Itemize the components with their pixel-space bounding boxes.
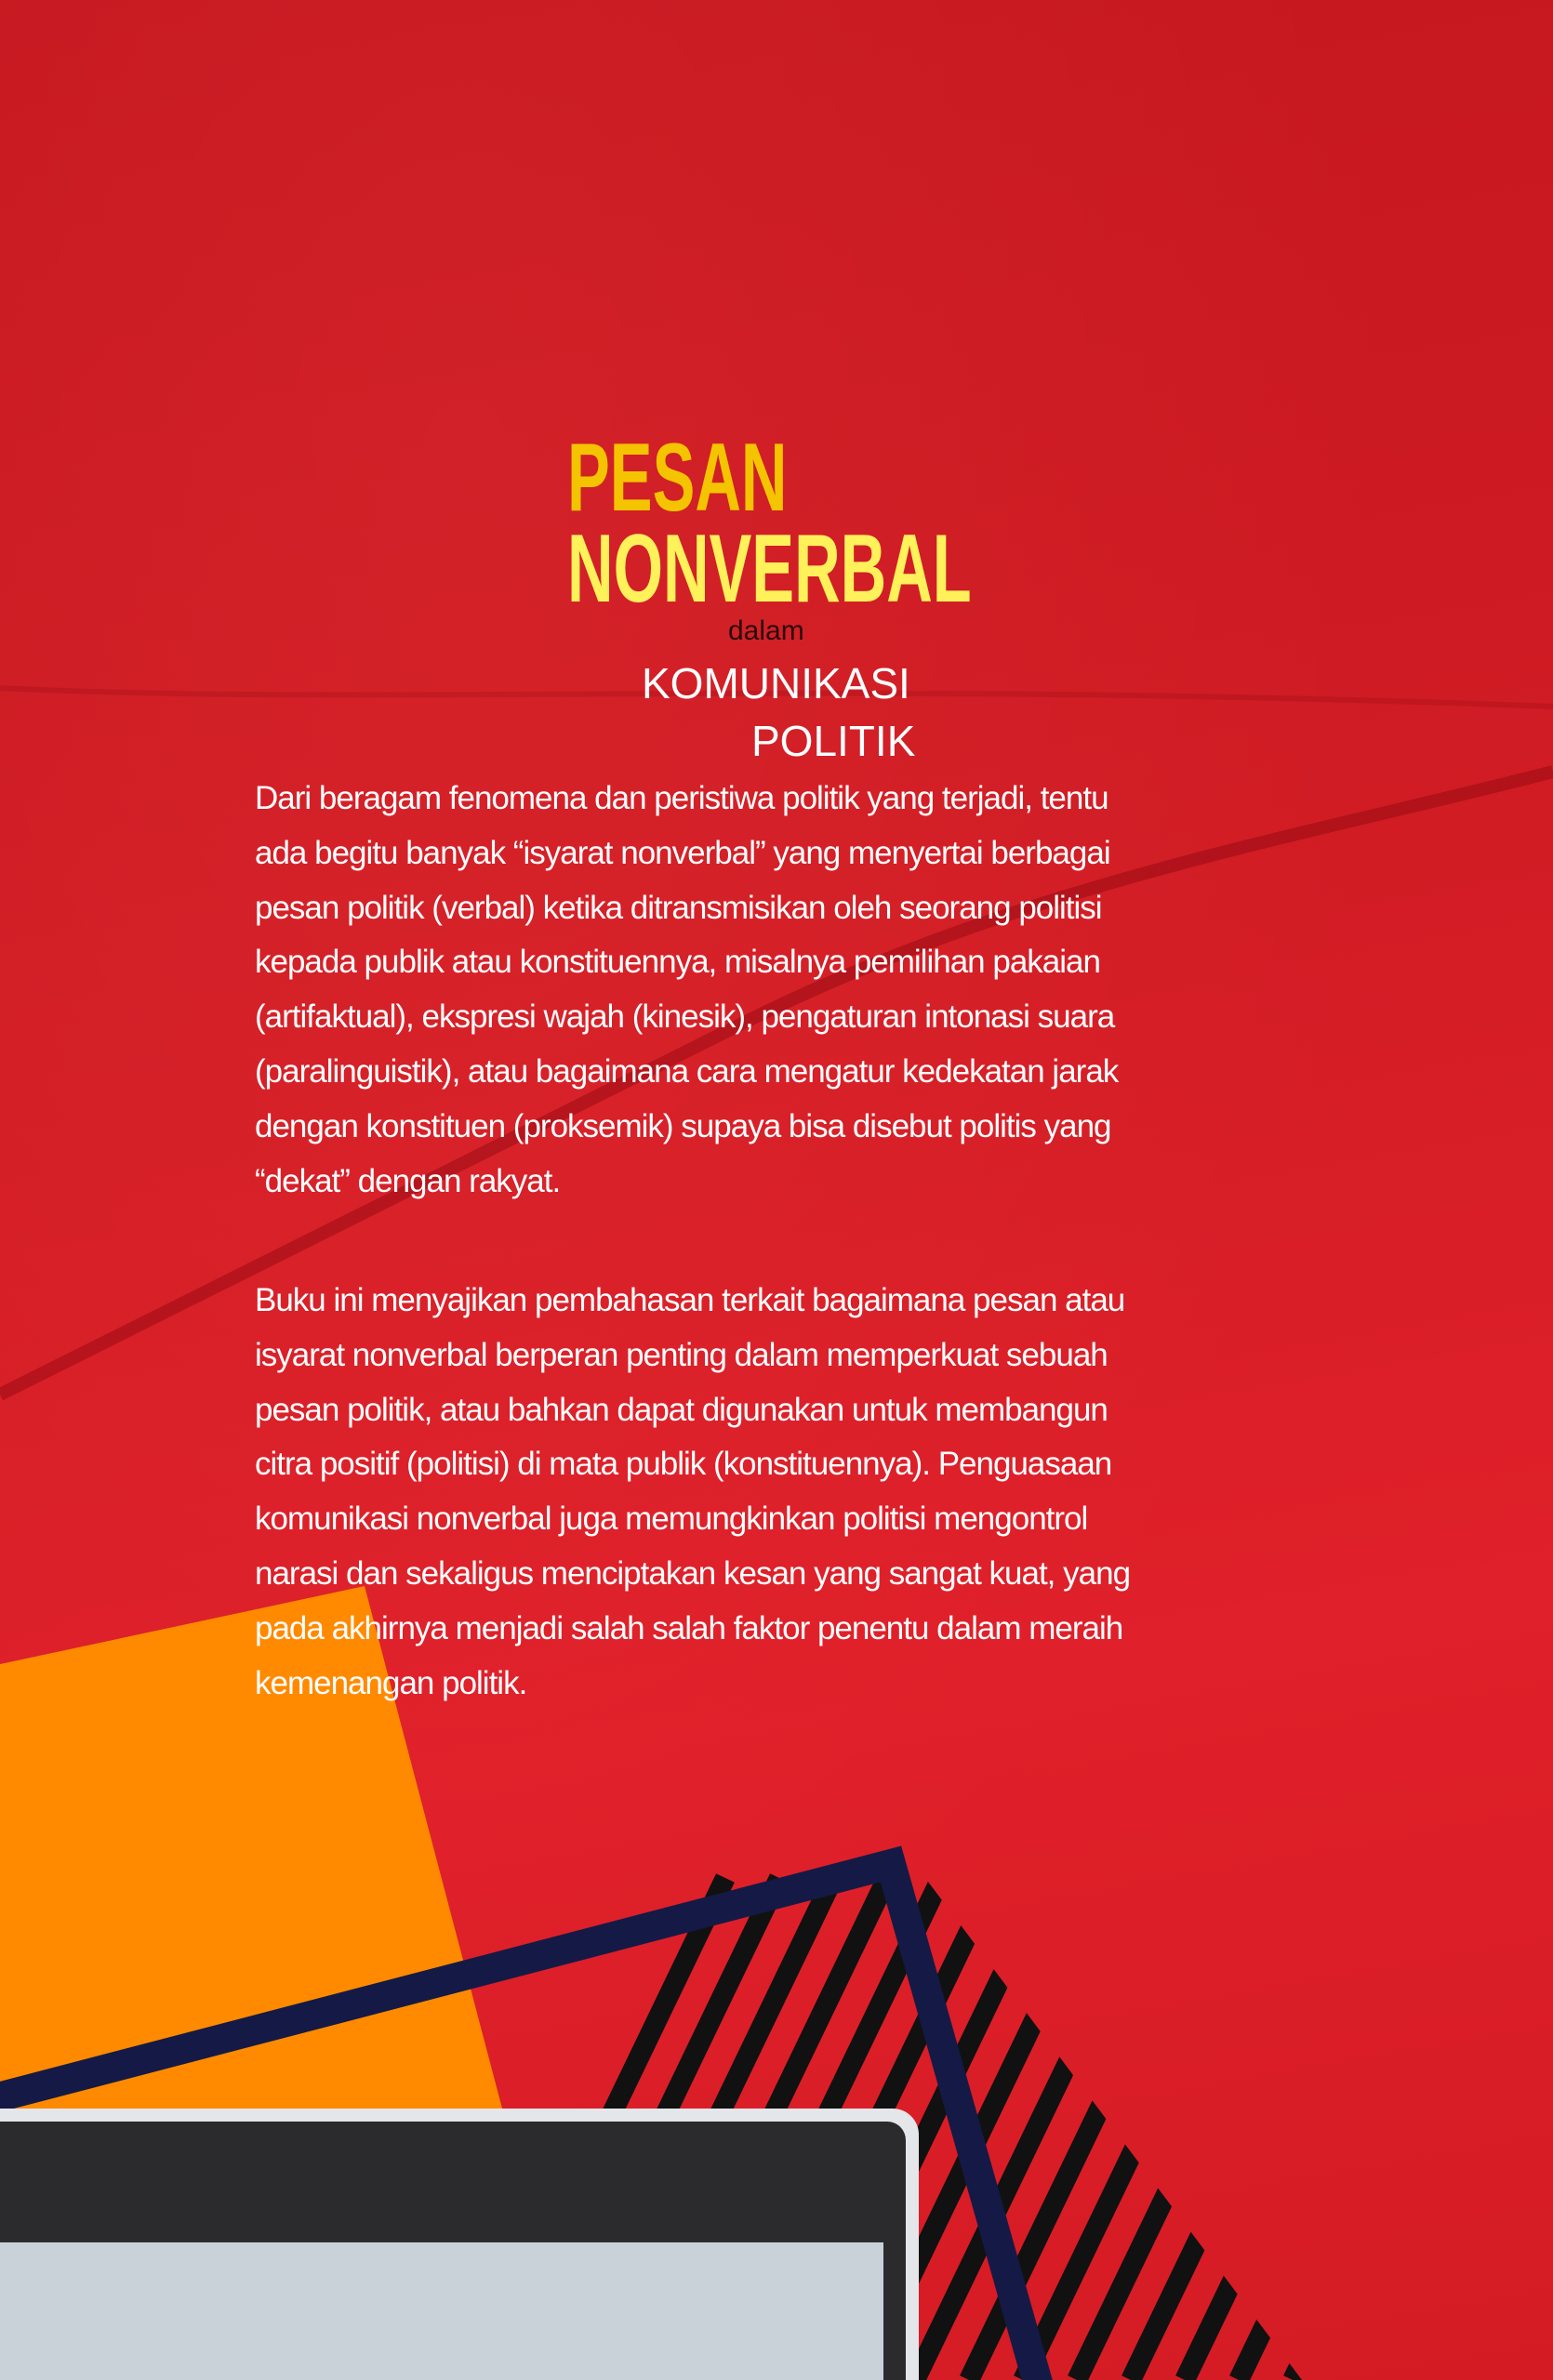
blurb-line: kemenangan politik. <box>255 1664 527 1701</box>
blurb-line: Dari beragam fenomena dan peristiwa politik yang terjadi, tentu <box>255 780 1108 816</box>
blurb-line: isyarat nonverbal berperan penting dalam memperkuat sebuah <box>255 1336 1108 1373</box>
blurb-line: ada begitu banyak “isyarat nonverbal” yang menyertai berbagai <box>255 834 1110 871</box>
stripe <box>1185 1878 1427 2380</box>
title-line-1: PESAN <box>567 424 788 532</box>
blurb-line: narasi dan sekaligus menciptakan kesan yang sangat kuat, yang <box>255 1554 1131 1592</box>
stripe <box>1293 1878 1534 2380</box>
subtitle-line-2: POLITIK <box>751 717 916 765</box>
blurb-line: pada akhirnya menjadi salah salah faktor penentu dalam meraih <box>255 1609 1123 1646</box>
blurb-line: (artifaktual), ekspresi wajah (kinesik), pengaturan intonasi suara <box>255 998 1115 1036</box>
tablet-device <box>0 2109 919 2380</box>
blurb-line: pesan politik (verbal) ketika ditransmisikan oleh seorang politisi <box>255 889 1102 926</box>
blurb-line: kepada publik atau konstituennya, misalnya pemilihan pakaian <box>255 944 1100 981</box>
subtitle-line-1: KOMUNIKASI <box>642 659 910 707</box>
stripe <box>1131 1878 1373 2380</box>
blurb-paragraph-1 <box>255 772 1301 1209</box>
stripe <box>1239 1878 1480 2380</box>
blurb-paragraph-2 <box>255 1274 1301 1711</box>
blurb-line: citra positif (politisi) di mata publik (konstituennya). Penguasaan <box>255 1446 1112 1483</box>
title-line-2: NONVERBAL <box>567 515 972 623</box>
title-connector: dalam <box>728 615 804 646</box>
blurb-line: pesan politik, atau bahkan dapat digunakan untuk membangun <box>255 1391 1108 1428</box>
blurb-line: komunikasi nonverbal juga memungkinkan politisi mengontrol <box>255 1501 1088 1538</box>
blurb-line: “dekat” dengan rakyat. <box>255 1162 561 1199</box>
blurb-line: (paralinguistik), atau bagaimana cara mengatur kedekatan jarak <box>255 1052 1119 1090</box>
stripe <box>1077 1878 1319 2380</box>
blurb-line: Buku ini menyajikan pembahasan terkait bagaimana pesan atau <box>255 1282 1125 1318</box>
blurb-line: dengan konstituen (proksemik) supaya bisa disebut politis yang <box>255 1107 1111 1144</box>
